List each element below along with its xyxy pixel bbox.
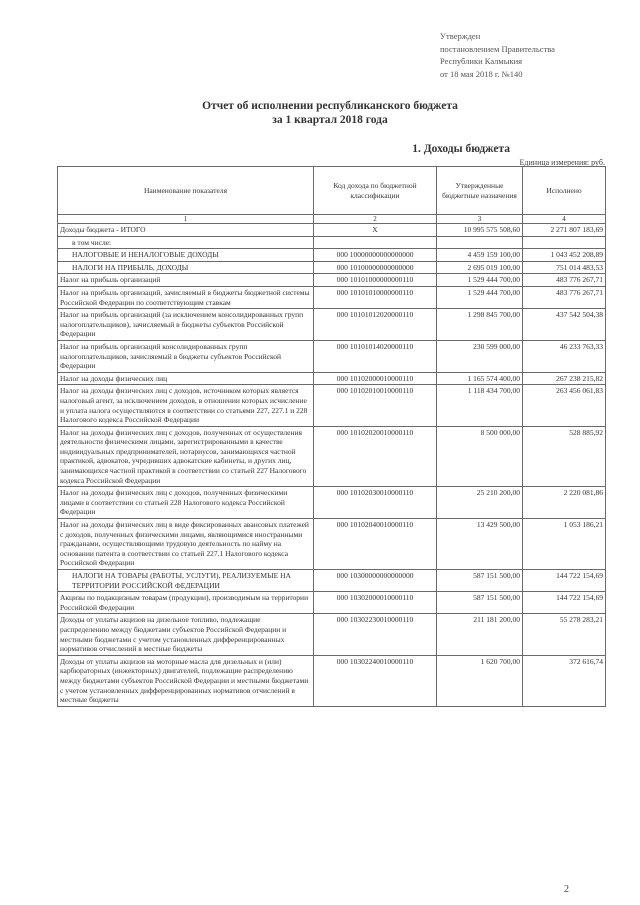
cell-code: 000 10302240010000110 bbox=[314, 655, 437, 706]
table-row bbox=[58, 286, 606, 308]
table-row bbox=[58, 592, 606, 614]
cell-approved: 10 995 575 508,60 bbox=[437, 224, 523, 237]
cell-approved: 1 118 434 700,00 bbox=[437, 385, 523, 426]
cell-approved: 25 210 200,00 bbox=[437, 487, 523, 519]
cell-code: 000 10101012020000110 bbox=[314, 309, 437, 341]
cell-name: Доходы от уплаты акцизов на моторные масла для дизельных и (или) карбюраторных (инжекторных) двигателей, подлежащие распределению между бюджетами субъектов Российской Федерации и местными бюджетами с учетом установленных дифференцированных нормативов отчислений в местные бюджеты bbox=[58, 655, 314, 706]
table-header-row bbox=[58, 167, 606, 215]
cell-name: Доходы от уплаты акцизов на дизельное топливо, подлежащие распределению между бюджетами субъектов Российской Федерации и местными бюджетами с учетом установленных дифференцированных нормативов отчислений в местные бюджеты bbox=[58, 614, 314, 655]
cell-approved: 1 298 845 700,00 bbox=[437, 309, 523, 341]
unit-label: Единица измерения: руб. bbox=[519, 158, 605, 167]
cell-approved: 1 165 574 400,00 bbox=[437, 372, 523, 385]
cell-code: 000 10100000000000000 bbox=[314, 261, 437, 274]
cell-code: 000 10300000000000000 bbox=[314, 570, 437, 592]
cell-executed bbox=[523, 236, 606, 249]
cell-approved: 211 181 200,00 bbox=[437, 614, 523, 655]
cell-executed: 55 278 283,21 bbox=[523, 614, 606, 655]
cell-code: 000 10302230010000110 bbox=[314, 614, 437, 655]
cell-executed: 372 616,74 bbox=[523, 655, 606, 706]
cell-name: Акцизы по подакцизным товарам (продукции), производимым на территории Российской Федерации bbox=[58, 592, 314, 614]
table-row bbox=[58, 274, 606, 287]
cell-executed: 483 776 267,71 bbox=[523, 286, 606, 308]
cell-approved: 8 500 000,00 bbox=[437, 426, 523, 487]
approval-block bbox=[440, 30, 630, 80]
cell-code: 000 10102000010000110 bbox=[314, 372, 437, 385]
column-number: 2 bbox=[314, 215, 437, 224]
cell-code: Х bbox=[314, 224, 437, 237]
table-row bbox=[58, 614, 606, 655]
cell-name: Налог на доходы физических лиц с доходов, полученных от осуществления деятельности физическими лицами, зарегистрированными в качестве индивидуальных предпринимателей, нотариусов, занимающихся частной практикой, адвокатов, учредивших адвокатские кабинеты, и других лиц, занимающихся частной практикой в соответствии со статьей 227 Налогового кодекса Российской Федерации bbox=[58, 426, 314, 487]
cell-approved: 2 695 019 100,00 bbox=[437, 261, 523, 274]
table-row bbox=[58, 236, 606, 249]
cell-code bbox=[314, 236, 437, 249]
cell-approved: 1 529 444 700,00 bbox=[437, 274, 523, 287]
cell-name: Налог на прибыль организаций (за исключением консолидированных групп налогоплательщиков), зачисляемый в бюджеты субъектов Российской Федерации bbox=[58, 309, 314, 341]
cell-approved: 587 151 500,00 bbox=[437, 592, 523, 614]
cell-executed: 267 238 215,82 bbox=[523, 372, 606, 385]
report-title: Отчет об исполнении республиканского бюджета bbox=[202, 100, 458, 112]
column-number-row bbox=[58, 215, 606, 224]
cell-approved: 1 529 444 700,00 bbox=[437, 286, 523, 308]
cell-name: Налог на доходы физических лиц с доходов, источником которых является налоговый агент, за исключением доходов, в отношении которых исчисление и уплата налога осуществляются в соответствии со статьями 227, 227.1 и 228 Налогового кодекса Российской Федерации bbox=[58, 385, 314, 426]
cell-name: Налог на доходы физических лиц с доходов, полученных физическими лицами в соответствии со статьей 228 Налогового кодекса Российской Федерации bbox=[58, 487, 314, 519]
cell-approved: 13 429 500,00 bbox=[437, 519, 523, 570]
cell-name: в том числе: bbox=[58, 236, 314, 249]
cell-executed: 1 043 452 208,89 bbox=[523, 249, 606, 262]
cell-executed: 437 542 504,38 bbox=[523, 309, 606, 341]
section-title: 1. Доходы бюджета bbox=[412, 143, 510, 155]
cell-name: НАЛОГИ НА ПРИБЫЛЬ, ДОХОДЫ bbox=[58, 261, 314, 274]
cell-name: Налог на прибыль организаций консолидированных групп налогоплательщиков, зачисляемый в бюджеты субъектов Российской Федерации bbox=[58, 340, 314, 372]
cell-name: НАЛОГИ НА ТОВАРЫ (РАБОТЫ, УСЛУГИ), РЕАЛИЗУЕМЫЕ НА ТЕРРИТОРИИ РОССИЙСКОЙ ФЕДЕРАЦИИ bbox=[58, 570, 314, 592]
cell-code: 000 10102030010000110 bbox=[314, 487, 437, 519]
cell-executed: 528 885,92 bbox=[523, 426, 606, 487]
approval-line: Республики Калмыкия bbox=[440, 56, 523, 66]
cell-code: 000 10102020010000110 bbox=[314, 426, 437, 487]
table-row bbox=[58, 249, 606, 262]
cell-executed: 1 053 186,21 bbox=[523, 519, 606, 570]
cell-approved bbox=[437, 236, 523, 249]
cell-approved: 4 459 159 100,00 bbox=[437, 249, 523, 262]
cell-code: 000 10102040010000110 bbox=[314, 519, 437, 570]
table-row bbox=[58, 426, 606, 487]
approval-line: постановлением Правительства bbox=[440, 43, 555, 54]
revenue-table bbox=[57, 166, 606, 707]
cell-executed: 46 233 763,33 bbox=[523, 340, 606, 372]
cell-approved: 587 151 500,00 bbox=[437, 570, 523, 592]
column-number: 3 bbox=[437, 215, 523, 224]
cell-executed: 2 220 081,86 bbox=[523, 487, 606, 519]
cell-code: 000 10101010000000110 bbox=[314, 286, 437, 308]
cell-executed: 751 014 483,53 bbox=[523, 261, 606, 274]
approval-line: от 18 мая 2018 г. №140 bbox=[440, 68, 523, 79]
header-approved: Утвержденные бюджетные назначения bbox=[437, 167, 523, 215]
column-number: 1 bbox=[58, 215, 314, 224]
table-row bbox=[58, 224, 606, 237]
cell-name: НАЛОГОВЫЕ И НЕНАЛОГОВЫЕ ДОХОДЫ bbox=[58, 249, 314, 262]
cell-name: Налог на прибыль организаций bbox=[58, 274, 314, 287]
table-row bbox=[58, 340, 606, 372]
cell-name: Доходы бюджета - ИТОГО bbox=[58, 224, 314, 237]
table-row bbox=[58, 385, 606, 426]
table-row bbox=[58, 372, 606, 385]
column-number: 4 bbox=[523, 215, 606, 224]
approval-line: Утвержден bbox=[440, 31, 481, 41]
cell-approved: 230 599 000,00 bbox=[437, 340, 523, 372]
cell-approved: 1 620 700,00 bbox=[437, 655, 523, 706]
cell-code: 000 10101014020000110 bbox=[314, 340, 437, 372]
cell-name: Налог на доходы физических лиц в виде фиксированных авансовых платежей с доходов, полученных физическими лицами, являющимися иностранными гражданами, осуществляющими трудовую деятельность по найму на основании патента в соответствии со статьей 227.1 Налогового кодекса Российской Федерации bbox=[58, 519, 314, 570]
table-row bbox=[58, 487, 606, 519]
header-executed: Исполнено bbox=[523, 167, 606, 215]
cell-executed: 2 271 807 183,69 bbox=[523, 224, 606, 237]
page-number: 2 bbox=[564, 884, 569, 895]
table-row bbox=[58, 570, 606, 592]
table-row bbox=[58, 519, 606, 570]
header-code: Код дохода по бюджетной классификации bbox=[314, 167, 437, 215]
cell-code: 000 10302000010000110 bbox=[314, 592, 437, 614]
header-name: Наименование показателя bbox=[58, 167, 314, 215]
table-row bbox=[58, 309, 606, 341]
cell-code: 000 10101000000000110 bbox=[314, 274, 437, 287]
cell-name: Налог на прибыль организаций, зачисляемый в бюджеты бюджетной системы Российской Федерации по соответствующим ставкам bbox=[58, 286, 314, 308]
report-subtitle: за 1 квартал 2018 года bbox=[272, 114, 388, 126]
table-row bbox=[58, 261, 606, 274]
cell-executed: 144 722 154,69 bbox=[523, 570, 606, 592]
cell-executed: 144 722 154,69 bbox=[523, 592, 606, 614]
cell-name: Налог на доходы физических лиц bbox=[58, 372, 314, 385]
cell-executed: 483 776 267,71 bbox=[523, 274, 606, 287]
cell-executed: 263 456 061,83 bbox=[523, 385, 606, 426]
cell-code: 000 10102010010000110 bbox=[314, 385, 437, 426]
cell-code: 000 10000000000000000 bbox=[314, 249, 437, 262]
table-row bbox=[58, 655, 606, 706]
